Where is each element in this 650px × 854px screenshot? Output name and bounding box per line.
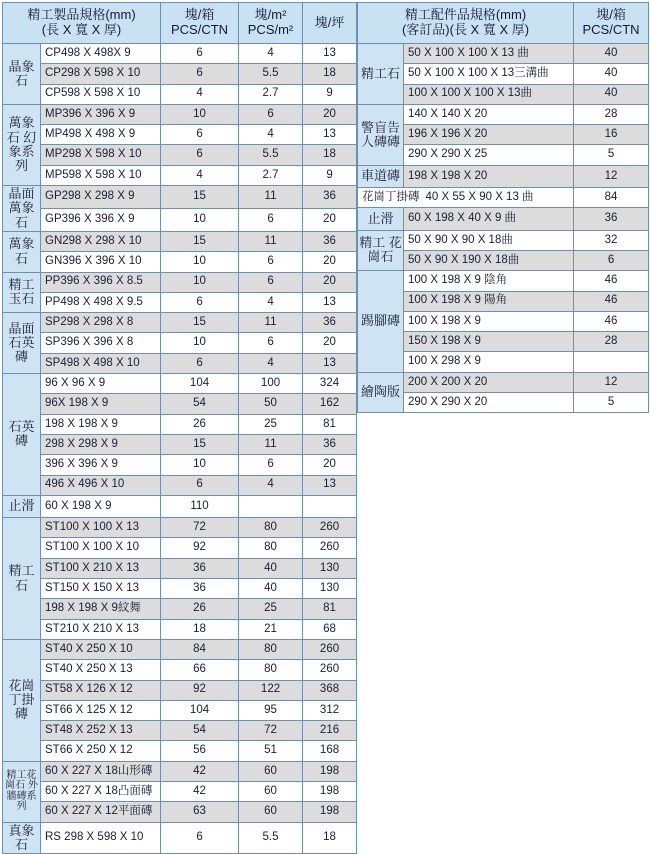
table-row xyxy=(3,455,357,475)
box-cell: 10 xyxy=(161,455,239,475)
box-cell: 92 xyxy=(161,680,239,700)
spec-cell: MP396 X 396 X 9 xyxy=(41,104,161,124)
table-row xyxy=(3,599,357,619)
sqm-cell: 6 xyxy=(239,104,303,124)
box-cell: 46 xyxy=(574,291,649,311)
sqm-cell: 5.5 xyxy=(239,822,303,854)
box-cell: 72 xyxy=(161,518,239,538)
spec-cell: 198 X 198 X 9紋舞 xyxy=(41,599,161,619)
ping-cell: 198 xyxy=(303,781,357,801)
box-cell: 4 xyxy=(161,84,239,104)
box-cell: 40 xyxy=(574,84,649,104)
group-label: 花崗丁掛磚 xyxy=(3,639,41,761)
box-cell: 10 xyxy=(161,272,239,292)
table-row xyxy=(3,558,357,578)
ping-cell: 13 xyxy=(303,125,357,145)
box-header-line2: PCS/CTN xyxy=(170,22,229,37)
box-cell: 6 xyxy=(574,250,649,270)
table-row xyxy=(3,518,357,538)
spec-cell: 50 X 100 X 100 X 13 曲 xyxy=(404,44,574,64)
sqm-cell: 40 xyxy=(239,579,303,599)
spec-cell: ST210 X 210 X 13 xyxy=(41,619,161,639)
accessory-box-header-line2: PCS/CTN xyxy=(582,22,640,37)
box-cell: 15 xyxy=(161,434,239,454)
sqm-cell: 6 xyxy=(239,252,303,272)
box-header-line1: 塊/箱 xyxy=(184,7,215,23)
table-row xyxy=(358,165,649,187)
sqm-cell: 21 xyxy=(239,619,303,639)
spec-text: 40 X 55 X 90 X 13 曲 xyxy=(425,190,534,203)
spec-cell: ST66 X 125 X 12 xyxy=(41,700,161,720)
sqm-cell: 4 xyxy=(239,44,303,64)
sqm-cell: 6 xyxy=(239,209,303,232)
box-cell: 10 xyxy=(161,209,239,232)
sqm-cell: 6 xyxy=(239,333,303,353)
ping-cell: 81 xyxy=(303,414,357,434)
table-row xyxy=(3,44,357,64)
group-label: 石英磚 xyxy=(3,374,41,496)
table-row xyxy=(3,186,357,209)
ping-cell: 312 xyxy=(303,700,357,720)
group-label: 晶面 萬象石 xyxy=(3,186,41,232)
spec-cell: ST100 X 100 X 13 xyxy=(41,518,161,538)
spec-cell: ST40 X 250 X 10 xyxy=(41,639,161,659)
box-cell: 6 xyxy=(161,125,239,145)
spec-cell: ST100 X 210 X 13 xyxy=(41,558,161,578)
sqm-cell: 5.5 xyxy=(239,64,303,84)
sqm-cell: 11 xyxy=(239,434,303,454)
ping-cell: 260 xyxy=(303,660,357,680)
sqm-cell: 11 xyxy=(239,186,303,209)
group-label: 精工 花崗石 xyxy=(358,230,404,271)
sqm-cell: 2.7 xyxy=(239,165,303,185)
ping-cell: 13 xyxy=(303,353,357,373)
sqm-cell: 4 xyxy=(239,292,303,312)
box-cell: 6 xyxy=(161,353,239,373)
box-cell: 15 xyxy=(161,186,239,209)
spec-cell: 100 X 100 X 100 X 13曲 xyxy=(404,84,574,104)
accessory-box-header xyxy=(574,3,649,44)
accessory-spec-header-line1: 精工配件品規格(mm) xyxy=(404,7,527,23)
accessory-spec-table xyxy=(357,2,649,413)
ping-cell: 36 xyxy=(303,434,357,454)
box-cell: 26 xyxy=(161,599,239,619)
group-label: 晶面 石英磚 xyxy=(3,313,41,374)
spec-cell: 100 X 198 X 9 xyxy=(404,311,574,331)
spec-cell: GN396 X 396 X 10 xyxy=(41,252,161,272)
table-row xyxy=(3,700,357,720)
spec-cell: SP396 X 396 X 8 xyxy=(41,333,161,353)
spec-cell: ST100 X 100 X 10 xyxy=(41,538,161,558)
box-cell: 36 xyxy=(161,558,239,578)
ping-cell: 198 xyxy=(303,802,357,822)
box-cell: 56 xyxy=(161,741,239,761)
box-cell: 63 xyxy=(161,802,239,822)
table-row xyxy=(3,64,357,84)
box-cell: 6 xyxy=(161,292,239,312)
table-row xyxy=(358,230,649,250)
table-row xyxy=(358,208,649,230)
spec-cell: 50 X 100 X 100 X 13三溝曲 xyxy=(404,64,574,84)
ping-cell: 36 xyxy=(303,313,357,333)
table-row xyxy=(3,125,357,145)
box-cell: 6 xyxy=(161,475,239,495)
ping-header: 塊/坪 xyxy=(303,3,357,44)
ping-cell: 260 xyxy=(303,639,357,659)
spec-cell: 396 X 396 X 9 xyxy=(41,455,161,475)
sqm-cell: 95 xyxy=(239,700,303,720)
box-cell: 5 xyxy=(574,145,649,165)
ping-cell: 13 xyxy=(303,475,357,495)
table-row xyxy=(358,104,649,124)
box-cell: 4 xyxy=(161,165,239,185)
ping-cell: 20 xyxy=(303,272,357,292)
box-cell: 6 xyxy=(161,145,239,165)
table-row xyxy=(3,272,357,292)
ping-cell: 198 xyxy=(303,761,357,781)
table-row xyxy=(3,414,357,434)
table-row xyxy=(3,781,357,801)
sqm-header xyxy=(239,3,303,44)
box-cell: 12 xyxy=(574,372,649,392)
ping-cell: 130 xyxy=(303,579,357,599)
table-row xyxy=(3,84,357,104)
ping-cell: 20 xyxy=(303,209,357,232)
table-row xyxy=(3,104,357,124)
header-row xyxy=(3,3,357,44)
table-row xyxy=(358,44,649,64)
sqm-cell: 51 xyxy=(239,741,303,761)
table-row xyxy=(3,145,357,165)
box-cell: 6 xyxy=(161,822,239,854)
box-cell: 32 xyxy=(574,230,649,250)
ping-cell: 13 xyxy=(303,292,357,312)
box-cell: 16 xyxy=(574,125,649,145)
table-row xyxy=(3,660,357,680)
table-row xyxy=(358,188,649,208)
sqm-cell: 5.5 xyxy=(239,145,303,165)
box-cell: 46 xyxy=(574,271,649,291)
sqm-cell: 80 xyxy=(239,518,303,538)
ping-cell: 20 xyxy=(303,333,357,353)
sqm-cell: 80 xyxy=(239,639,303,659)
table-row xyxy=(3,252,357,272)
spec-cell: 496 X 496 X 10 xyxy=(41,475,161,495)
sqm-cell: 2.7 xyxy=(239,84,303,104)
box-cell: 5 xyxy=(574,393,649,413)
box-cell: 26 xyxy=(161,414,239,434)
box-header xyxy=(161,3,239,44)
ping-cell: 260 xyxy=(303,518,357,538)
ping-cell: 324 xyxy=(303,374,357,394)
box-cell: 28 xyxy=(574,332,649,352)
ping-cell: 162 xyxy=(303,394,357,414)
box-cell: 15 xyxy=(161,313,239,333)
table-row xyxy=(358,271,649,291)
sqm-cell: 80 xyxy=(239,538,303,558)
spec-cell: 96 X 96 X 9 xyxy=(41,374,161,394)
spec-cell: 60 X 198 X 40 X 9 曲 xyxy=(404,208,574,230)
ping-cell: 18 xyxy=(303,64,357,84)
spec-cell: 198 X 198 X 20 xyxy=(404,165,574,187)
product-spec-table xyxy=(2,2,357,854)
box-cell: 15 xyxy=(161,231,239,251)
ping-cell: 36 xyxy=(303,231,357,251)
group-label: 踢腳磚 xyxy=(358,271,404,372)
table-row xyxy=(3,374,357,394)
box-cell: 54 xyxy=(161,394,239,414)
box-cell: 42 xyxy=(161,781,239,801)
table-row xyxy=(3,475,357,495)
ping-cell: 168 xyxy=(303,741,357,761)
spec-cell: ST150 X 150 X 13 xyxy=(41,579,161,599)
box-cell: 110 xyxy=(161,495,239,517)
spec-cell: CP598 X 598 X 10 xyxy=(41,84,161,104)
box-cell: 10 xyxy=(161,104,239,124)
table-row xyxy=(3,313,357,333)
box-cell: 36 xyxy=(161,579,239,599)
ping-cell: 81 xyxy=(303,599,357,619)
group-label: 繪陶版 xyxy=(358,372,404,413)
ping-cell: 20 xyxy=(303,104,357,124)
ping-cell: 216 xyxy=(303,721,357,741)
sqm-cell: 60 xyxy=(239,781,303,801)
sqm-cell: 60 xyxy=(239,802,303,822)
spec-cell: SP498 X 498 X 10 xyxy=(41,353,161,373)
spec-cell: CP498 X 498X 9 xyxy=(41,44,161,64)
ping-cell: 20 xyxy=(303,455,357,475)
spec-header xyxy=(3,3,161,44)
spec-cell: RS 298 X 598 X 10 xyxy=(41,822,161,854)
box-cell: 40 xyxy=(574,44,649,64)
table-row xyxy=(3,231,357,251)
spec-cell: MP298 X 598 X 10 xyxy=(41,145,161,165)
sqm-cell: 4 xyxy=(239,353,303,373)
spec-cell: PP498 X 498 X 9.5 xyxy=(41,292,161,312)
group-label: 萬象石 幻象系列 xyxy=(3,104,41,185)
table-row xyxy=(3,579,357,599)
sqm-cell: 72 xyxy=(239,721,303,741)
spec-header-line2: (長 X 寬 X 厚) xyxy=(41,22,122,37)
table-row xyxy=(3,680,357,700)
ping-cell: 18 xyxy=(303,822,357,854)
spec-cell: 96X 198 X 9 xyxy=(41,394,161,414)
spec-cell: ST66 X 250 X 12 xyxy=(41,741,161,761)
spec-cell: 290 X 290 X 25 xyxy=(404,145,574,165)
table-row xyxy=(3,639,357,659)
spec-cell: 60 X 227 X 18山形磚 xyxy=(41,761,161,781)
spec-cell: 198 X 198 X 9 xyxy=(41,414,161,434)
group-label: 萬象石 xyxy=(3,231,41,272)
spec-cell: MP598 X 598 X 10 xyxy=(41,165,161,185)
spec-cell: 60 X 227 X 18凸面磚 xyxy=(41,781,161,801)
table-row xyxy=(3,822,357,854)
sqm-cell: 6 xyxy=(239,272,303,292)
box-cell: 28 xyxy=(574,104,649,124)
box-cell: 36 xyxy=(574,208,649,230)
spec-header-line1: 精工製品規格(mm) xyxy=(27,7,136,23)
box-cell: 84 xyxy=(574,188,649,208)
box-cell: 18 xyxy=(161,619,239,639)
group-label: 警盲告人磚磚 xyxy=(358,104,404,165)
table-row xyxy=(3,495,357,517)
sqm-header-line2: PCS/m² xyxy=(247,22,294,37)
ping-cell: 68 xyxy=(303,619,357,639)
table-row xyxy=(3,538,357,558)
spec-cell: 100 X 298 X 9 xyxy=(404,352,574,372)
spec-cell: SP298 X 298 X 8 xyxy=(41,313,161,333)
sqm-cell: 100 xyxy=(239,374,303,394)
box-cell: 6 xyxy=(161,44,239,64)
spec-cell: 196 X 196 X 20 xyxy=(404,125,574,145)
spec-cell: MP498 X 498 X 9 xyxy=(41,125,161,145)
spec-cell: 50 X 90 X 190 X 18曲 xyxy=(404,250,574,270)
table-row xyxy=(3,619,357,639)
spec-cell: 290 X 290 X 20 xyxy=(404,393,574,413)
ping-cell: 18 xyxy=(303,145,357,165)
sqm-header-line1: 塊/m² xyxy=(254,7,287,23)
table-row xyxy=(3,741,357,761)
group-label: 精工石 xyxy=(3,518,41,640)
ping-cell: 260 xyxy=(303,538,357,558)
box-cell: 10 xyxy=(161,333,239,353)
group-label: 止滑 xyxy=(3,495,41,517)
group-label: 精工石 xyxy=(358,44,404,105)
box-cell: 66 xyxy=(161,660,239,680)
spec-cell: PP396 X 396 X 8.5 xyxy=(41,272,161,292)
spec-cell: ST40 X 250 X 13 xyxy=(41,660,161,680)
box-cell: 54 xyxy=(161,721,239,741)
table-row xyxy=(3,333,357,353)
table-row xyxy=(3,802,357,822)
spec-cell: 50 X 90 X 90 X 18曲 xyxy=(404,230,574,250)
spec-cell xyxy=(358,188,574,208)
spec-cell: 140 X 140 X 20 xyxy=(404,104,574,124)
spec-cell: GP298 X 298 X 9 xyxy=(41,186,161,209)
box-cell: 104 xyxy=(161,374,239,394)
sqm-cell xyxy=(239,495,303,517)
table-row xyxy=(3,761,357,781)
accessory-spec-header-line2: (客訂品)(長 X 寬 X 厚) xyxy=(401,22,530,37)
spec-cell: GP396 X 396 X 9 xyxy=(41,209,161,232)
sqm-cell: 122 xyxy=(239,680,303,700)
ping-cell: 9 xyxy=(303,165,357,185)
spec-cell: GN298 X 298 X 10 xyxy=(41,231,161,251)
sqm-cell: 25 xyxy=(239,414,303,434)
table-row xyxy=(3,721,357,741)
accessory-box-header-line1: 塊/箱 xyxy=(596,7,626,23)
box-cell: 84 xyxy=(161,639,239,659)
box-cell: 40 xyxy=(574,64,649,84)
spec-cell: ST48 X 252 X 13 xyxy=(41,721,161,741)
ping-cell: 20 xyxy=(303,252,357,272)
spec-cell: 100 X 198 X 9 陽角 xyxy=(404,291,574,311)
sqm-cell: 80 xyxy=(239,660,303,680)
sqm-cell: 50 xyxy=(239,394,303,414)
sqm-cell: 6 xyxy=(239,455,303,475)
sqm-cell: 4 xyxy=(239,475,303,495)
spec-cell: 60 X 227 X 12平面磚 xyxy=(41,802,161,822)
group-label: 車道磚 xyxy=(358,165,404,187)
ping-cell: 368 xyxy=(303,680,357,700)
header-row xyxy=(358,3,649,44)
group-label: 止滑 xyxy=(358,208,404,230)
ping-cell xyxy=(303,495,357,517)
spec-cell: ST58 X 126 X 12 xyxy=(41,680,161,700)
box-cell xyxy=(574,352,649,372)
table-row xyxy=(358,372,649,392)
table-row xyxy=(3,165,357,185)
group-label: 精工 玉石 xyxy=(3,272,41,313)
box-cell: 10 xyxy=(161,252,239,272)
group-label: 精工花崗石 外牆磚系列 xyxy=(3,761,41,822)
spec-cell: 100 X 198 X 9 陰角 xyxy=(404,271,574,291)
group-label: 花崗丁掛磚 xyxy=(362,190,420,203)
table-row xyxy=(3,353,357,373)
spec-cell: 200 X 200 X 20 xyxy=(404,372,574,392)
spec-cell: 298 X 298 X 9 xyxy=(41,434,161,454)
spec-cell: 150 X 198 X 9 xyxy=(404,332,574,352)
box-cell: 6 xyxy=(161,64,239,84)
sqm-cell: 11 xyxy=(239,313,303,333)
table-row xyxy=(3,434,357,454)
ping-cell: 36 xyxy=(303,186,357,209)
box-cell: 92 xyxy=(161,538,239,558)
table-row xyxy=(3,292,357,312)
accessory-spec-header xyxy=(358,3,574,44)
table-row xyxy=(3,209,357,232)
group-label: 晶象石 xyxy=(3,44,41,105)
sqm-cell: 4 xyxy=(239,125,303,145)
ping-cell: 13 xyxy=(303,44,357,64)
spec-cell: CP298 X 598 X 10 xyxy=(41,64,161,84)
table-row xyxy=(3,394,357,414)
box-cell: 46 xyxy=(574,311,649,331)
box-cell: 12 xyxy=(574,165,649,187)
sqm-cell: 60 xyxy=(239,761,303,781)
group-label: 真象石 xyxy=(3,822,41,854)
sqm-cell: 11 xyxy=(239,231,303,251)
sqm-cell: 25 xyxy=(239,599,303,619)
spec-cell: 60 X 198 X 9 xyxy=(41,495,161,517)
box-cell: 42 xyxy=(161,761,239,781)
ping-cell: 9 xyxy=(303,84,357,104)
sqm-cell: 40 xyxy=(239,558,303,578)
box-cell: 104 xyxy=(161,700,239,720)
ping-cell: 130 xyxy=(303,558,357,578)
